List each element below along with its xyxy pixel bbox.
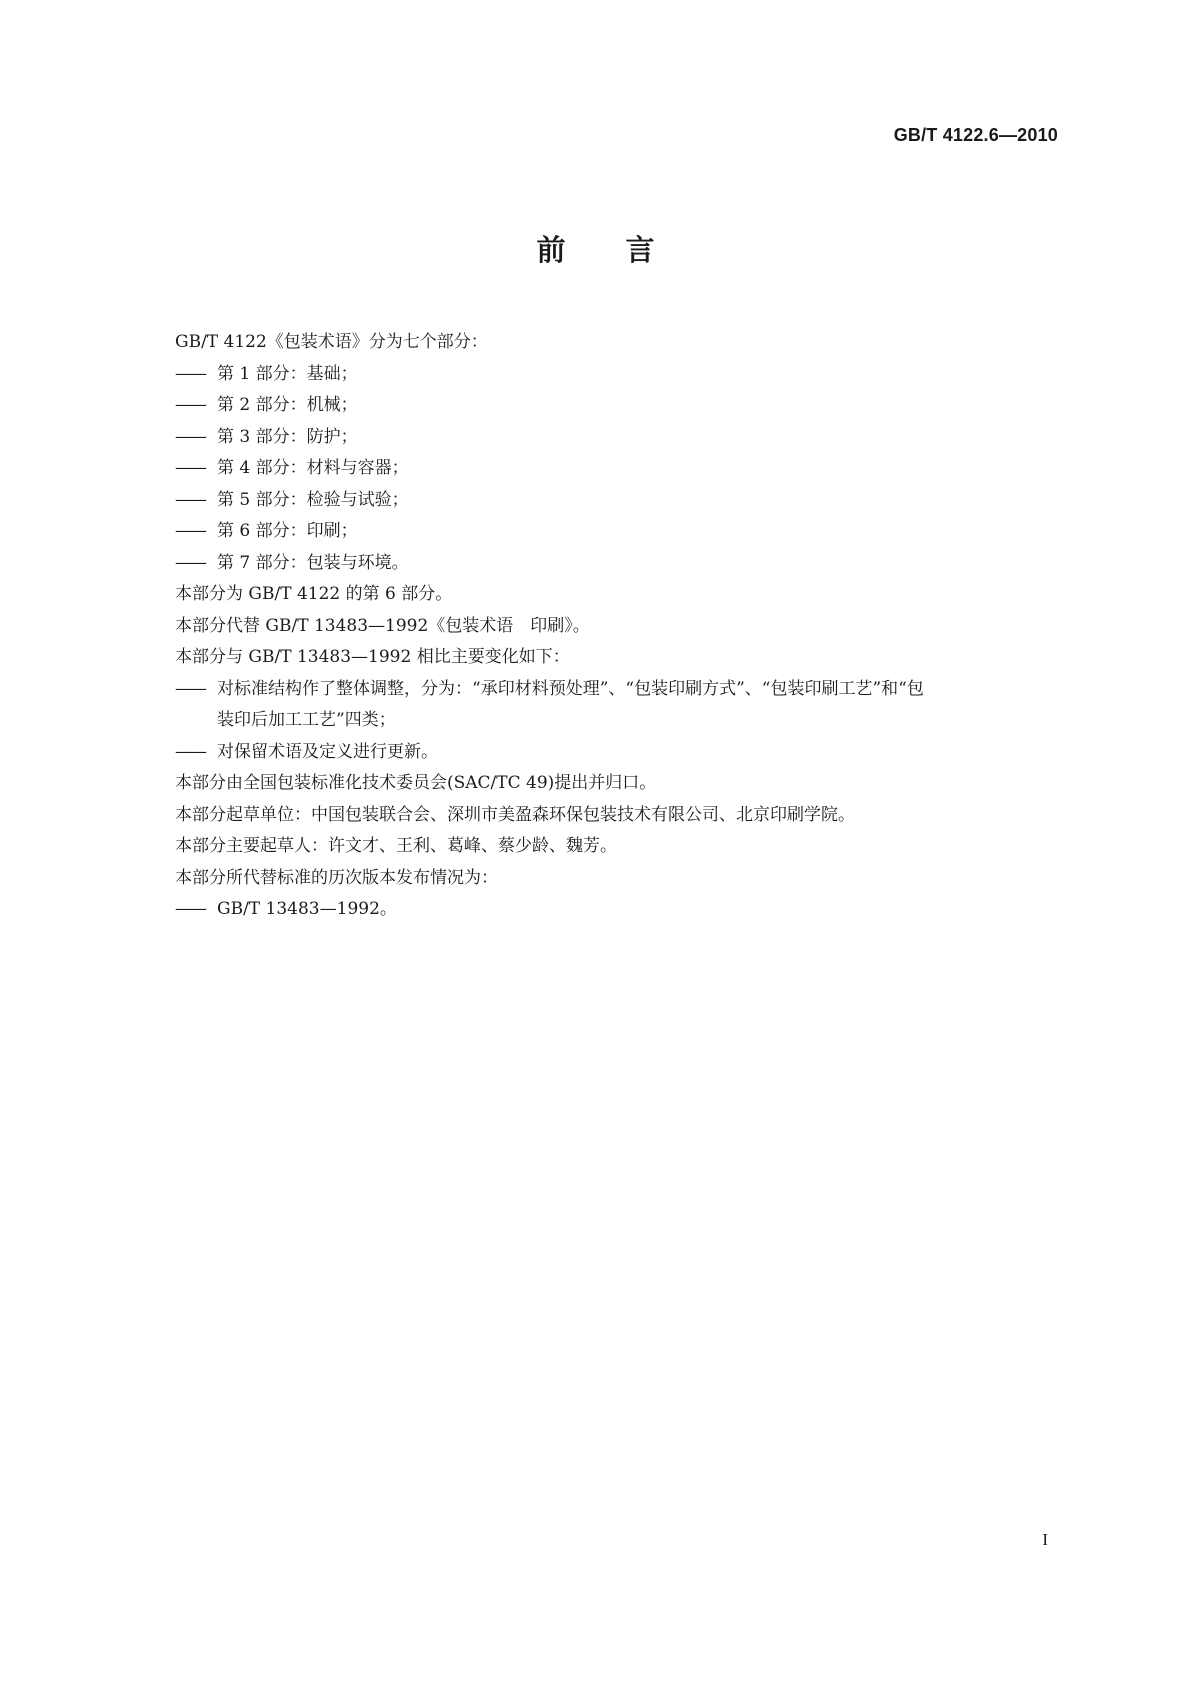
dash-mark: ——	[175, 458, 205, 478]
paragraph-proposed: 本部分由全国包装标准化技术委员会(SAC/TC 49)提出并归口。	[175, 773, 657, 793]
list-item-change-1	[175, 674, 1055, 706]
page-number: I	[1042, 1530, 1048, 1549]
dash-mark: ——	[175, 899, 205, 919]
list-item-change-2	[175, 737, 1055, 769]
paragraph-drafting-units: 本部分起草单位：中国包装联合会、深圳市美盈森环保包装技术有限公司、北京印刷学院。	[175, 804, 855, 825]
dash-mark: ——	[175, 395, 205, 415]
list-item-text: 第 2 部分：机械；	[217, 395, 358, 415]
list-item-text: 对标准结构作了整体调整，分为：“承印材料预处理”、“包装印刷方式”、“包装印刷工艺”和“包	[217, 678, 924, 699]
list-item-part-1	[175, 359, 1055, 391]
paragraph-history: 本部分所代替标准的历次版本发布情况为：	[175, 867, 498, 888]
list-item-part-5	[175, 485, 1055, 517]
dash-mark: ——	[175, 521, 205, 541]
list-item-text: 第 4 部分：材料与容器；	[217, 458, 409, 478]
list-item-text: 对保留术语及定义进行更新。	[217, 741, 438, 762]
dash-mark: ——	[175, 741, 205, 762]
paragraph-changes: 本部分与 GB/T 13483—1992 相比主要变化如下：	[175, 647, 570, 667]
list-item-part-3	[175, 422, 1055, 454]
page-title	[0, 228, 1191, 269]
list-item-text: 第 5 部分：检验与试验；	[217, 489, 409, 510]
standard-code: GB/T 4122.6—2010	[893, 125, 1058, 145]
list-item-part-7	[175, 548, 1055, 580]
foreword-body	[175, 327, 1055, 926]
dash-mark: ——	[175, 678, 205, 699]
list-item-change-1-continuation: 装印后加工工艺”四类；	[217, 710, 396, 730]
list-item-text: 第 1 部分：基础；	[217, 363, 358, 384]
dash-mark: ——	[175, 552, 205, 573]
dash-mark: ——	[175, 489, 205, 510]
paragraph-part-of: 本部分为 GB/T 4122 的第 6 部分。	[175, 584, 453, 604]
list-item-text: GB/T 13483—1992。	[217, 899, 397, 919]
list-item-part-4	[175, 453, 1055, 485]
list-item-history-1	[175, 894, 1055, 926]
paragraph-drafters: 本部分主要起草人：许文才、王利、葛峰、蔡少龄、魏芳。	[175, 836, 617, 856]
intro-paragraph: GB/T 4122《包装术语》分为七个部分：	[175, 332, 488, 352]
list-item-text: 第 6 部分：印刷；	[217, 521, 358, 541]
dash-mark: ——	[175, 363, 205, 384]
title-char-1: 前	[536, 233, 566, 267]
list-item-text: 第 7 部分：包装与环境。	[217, 552, 409, 573]
list-item-part-2	[175, 390, 1055, 422]
paragraph-replaces: 本部分代替 GB/T 13483—1992《包装术语 印刷》。	[175, 615, 590, 636]
title-char-2: 言	[625, 233, 655, 267]
dash-mark: ——	[175, 426, 205, 447]
list-item-text: 第 3 部分：防护；	[217, 426, 358, 447]
list-item-part-6	[175, 516, 1055, 548]
